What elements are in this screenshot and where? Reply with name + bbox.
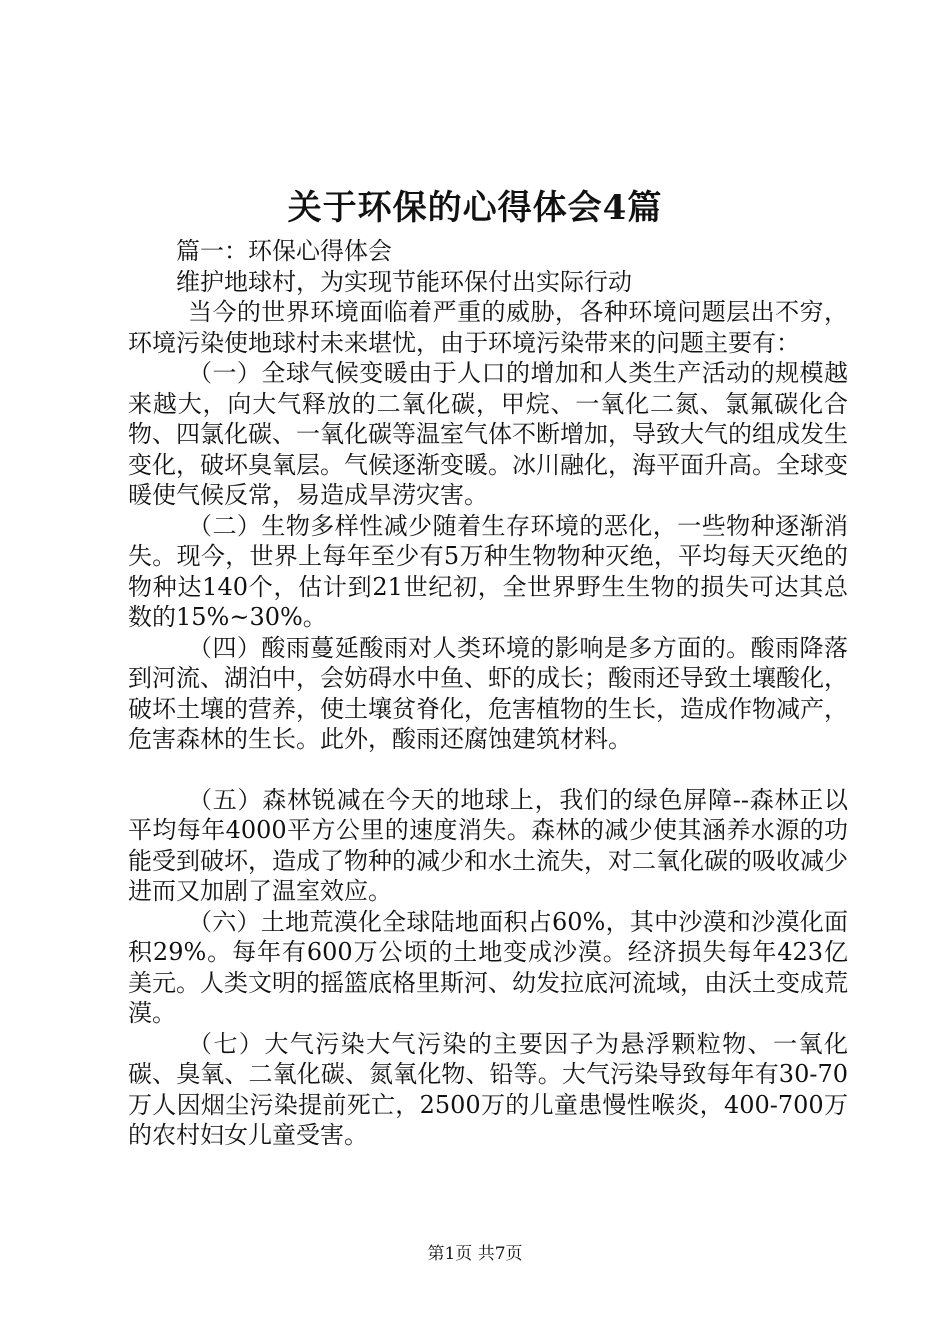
section-heading: 篇一：环保心得体会 <box>176 237 392 265</box>
page-footer: 第1页 共7页 <box>427 1244 523 1264</box>
paragraph-global-warming: （一）全球气候变暖由于人口的增加和人类生产活动的规模越来越大，向大气释放的二氧化碳，甲烷、一氧化二氮、氯氟碳化合物、四氯化碳、一氧化碳等温室气体不断增加，导致大气的组成发生变化，破坏臭氧层。气候逐渐变暖。冰川融化，海平面升高。全球变暖使气候反常，易造成旱涝灾害。 <box>128 359 848 509</box>
paragraph-desertification: （六）土地荒漠化全球陆地面积占60%，其中沙漠和沙漠化面积29%。每年有600万公顷的土地变成沙漠。经济损失每年423亿美元。人类文明的摇篮底格里斯河、幼发拉底河流域，由沃土变成荒漠。 <box>128 907 848 1027</box>
section-subtitle: 维护地球村，为实现节能环保付出实际行动 <box>176 267 632 296</box>
document-title: 关于环保的心得体会4篇 <box>287 188 663 228</box>
paragraph-acid-rain: （四）酸雨蔓延酸雨对人类环境的影响是多方面的。酸雨降落到河流、湖泊中，会妨碍水中鱼、虾的成长；酸雨还导致土壤酸化，破坏土壤的营养，使土壤贫脊化，危害植物的生长，造成作物减产，危害森林的生长。此外，酸雨还腐蚀建筑材料。 <box>128 633 848 753</box>
paragraph-deforestation: （五）森林锐减在今天的地球上，我们的绿色屏障--森林正以平均每年4000平方公里的速度消失。森林的减少使其涵养水源的功能受到破坏，造成了物种的减少和水土流失，对二氧化碳的吸收减少进而又加剧了温室效应。 <box>128 785 848 905</box>
paragraph-biodiversity: （二）生物多样性减少随着生存环境的恶化，一些物种逐渐消失。现今，世界上每年至少有5万种生物物种灭绝，平均每天灭绝的物种达140个，估计到21世纪初，全世界野生生物的损失可达其总数的15%~30%。 <box>128 511 848 631</box>
paragraph-air-pollution: （七）大气污染大气污染的主要因子为悬浮颗粒物、一氧化碳、臭氧、二氧化碳、氮氧化物、铅等。大气污染导致每年有30-70万人因烟尘污染提前死亡，2500万的儿童患慢性喉炎，400-700万的农村妇女儿童受害。 <box>128 1029 848 1149</box>
document-body <box>128 236 848 1151</box>
intro-paragraph: 当今的世界环境面临着严重的威胁，各种环境问题层出不穷，环境污染使地球村未来堪忧，由于环境污染带来的问题主要有： <box>128 298 848 357</box>
